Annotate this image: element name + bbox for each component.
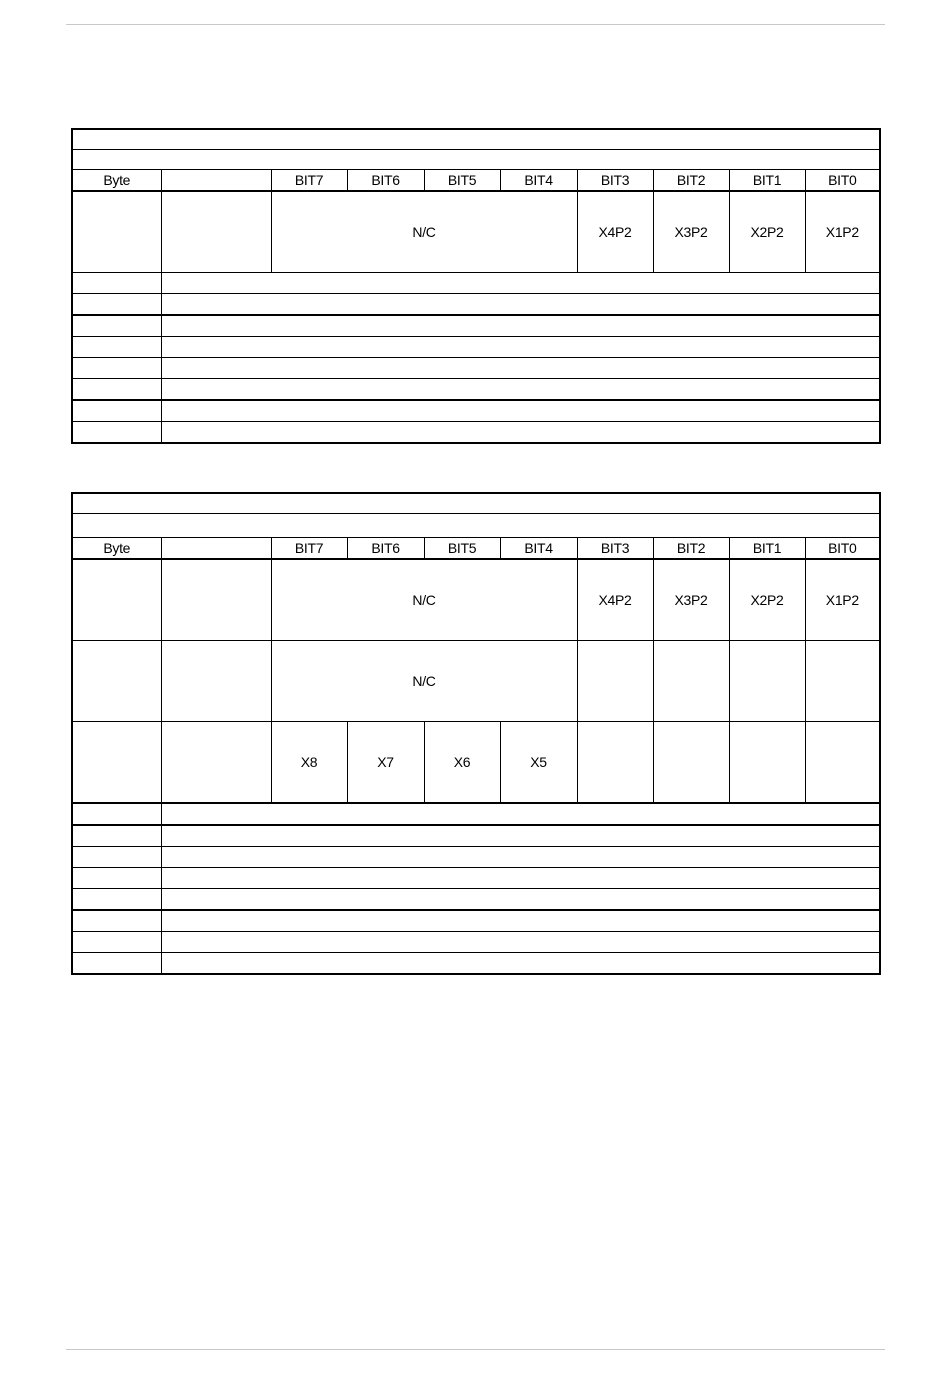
bit5-cell: X6 [424, 722, 500, 804]
value-cell [161, 825, 880, 847]
bit3-cell: X4P2 [577, 559, 653, 641]
bit4-header: BIT4 [500, 170, 577, 192]
value-cell [161, 932, 880, 953]
bit2-cell [653, 722, 729, 804]
value-cell [161, 868, 880, 889]
byte-cell [72, 273, 161, 294]
bit0-cell: X1P2 [805, 191, 880, 273]
bit2-header: BIT2 [653, 538, 729, 560]
byte-cell [72, 910, 161, 932]
register-table-2 [71, 492, 881, 975]
bit6-header: BIT6 [347, 538, 424, 560]
bit2-header: BIT2 [653, 170, 729, 192]
header-rule [66, 24, 885, 25]
byte-cell [72, 559, 161, 641]
bit4-header: BIT4 [500, 538, 577, 560]
bit1-cell: X2P2 [729, 191, 805, 273]
bit1-header: BIT1 [729, 538, 805, 560]
bit5-header: BIT5 [424, 170, 500, 192]
description-header [161, 170, 271, 192]
bit0-header: BIT0 [805, 170, 880, 192]
byte-cell [72, 889, 161, 911]
bit3-cell: X4P2 [577, 191, 653, 273]
bit3-header: BIT3 [577, 538, 653, 560]
bit7-header: BIT7 [271, 538, 347, 560]
byte-cell [72, 803, 161, 825]
description-cell [161, 191, 271, 273]
byte-cell [72, 641, 161, 722]
value-cell [161, 294, 880, 316]
bit2-cell: X3P2 [653, 559, 729, 641]
byte-cell [72, 294, 161, 316]
bit6-header: BIT6 [347, 170, 424, 192]
nc-cell: N/C [271, 559, 577, 641]
nc-cell: N/C [271, 641, 577, 722]
byte-cell [72, 953, 161, 975]
bit3-cell [577, 722, 653, 804]
byte-cell [72, 868, 161, 889]
table-subtitle-row [72, 150, 880, 170]
value-cell [161, 422, 880, 444]
byte-cell [72, 722, 161, 804]
table-title-row [72, 493, 880, 514]
bit6-cell: X7 [347, 722, 424, 804]
bit4-cell: X5 [500, 722, 577, 804]
bit0-cell: X1P2 [805, 559, 880, 641]
byte-cell [72, 932, 161, 953]
value-cell [161, 273, 880, 294]
bit7-cell: X8 [271, 722, 347, 804]
byte-cell [72, 847, 161, 868]
footer-rule [66, 1349, 885, 1350]
value-cell [161, 803, 880, 825]
byte-cell [72, 337, 161, 358]
value-cell [161, 847, 880, 868]
bit1-cell [729, 722, 805, 804]
byte-cell [72, 825, 161, 847]
value-cell [161, 337, 880, 358]
bit1-cell: X2P2 [729, 559, 805, 641]
byte-cell [72, 191, 161, 273]
bit0-header: BIT0 [805, 538, 880, 560]
bit0-cell [805, 722, 880, 804]
bit7-header: BIT7 [271, 170, 347, 192]
description-cell [161, 722, 271, 804]
byte-cell [72, 379, 161, 401]
description-cell [161, 641, 271, 722]
description-header [161, 538, 271, 560]
register-table-1 [71, 128, 881, 444]
bit1-header: BIT1 [729, 170, 805, 192]
byte-cell [72, 400, 161, 422]
byte-cell [72, 358, 161, 379]
value-cell [161, 379, 880, 401]
nc-cell: N/C [271, 191, 577, 273]
table-subtitle-row [72, 514, 880, 538]
bit3-cell [577, 641, 653, 722]
bit2-cell: X3P2 [653, 191, 729, 273]
table-title-row [72, 129, 880, 150]
bit0-cell [805, 641, 880, 722]
byte-header: Byte [72, 170, 161, 192]
bit3-header: BIT3 [577, 170, 653, 192]
value-cell [161, 315, 880, 337]
bit1-cell [729, 641, 805, 722]
byte-cell [72, 315, 161, 337]
value-cell [161, 400, 880, 422]
description-cell [161, 559, 271, 641]
bit2-cell [653, 641, 729, 722]
byte-cell [72, 422, 161, 444]
value-cell [161, 889, 880, 911]
value-cell [161, 953, 880, 975]
byte-header: Byte [72, 538, 161, 560]
value-cell [161, 358, 880, 379]
bit5-header: BIT5 [424, 538, 500, 560]
value-cell [161, 910, 880, 932]
